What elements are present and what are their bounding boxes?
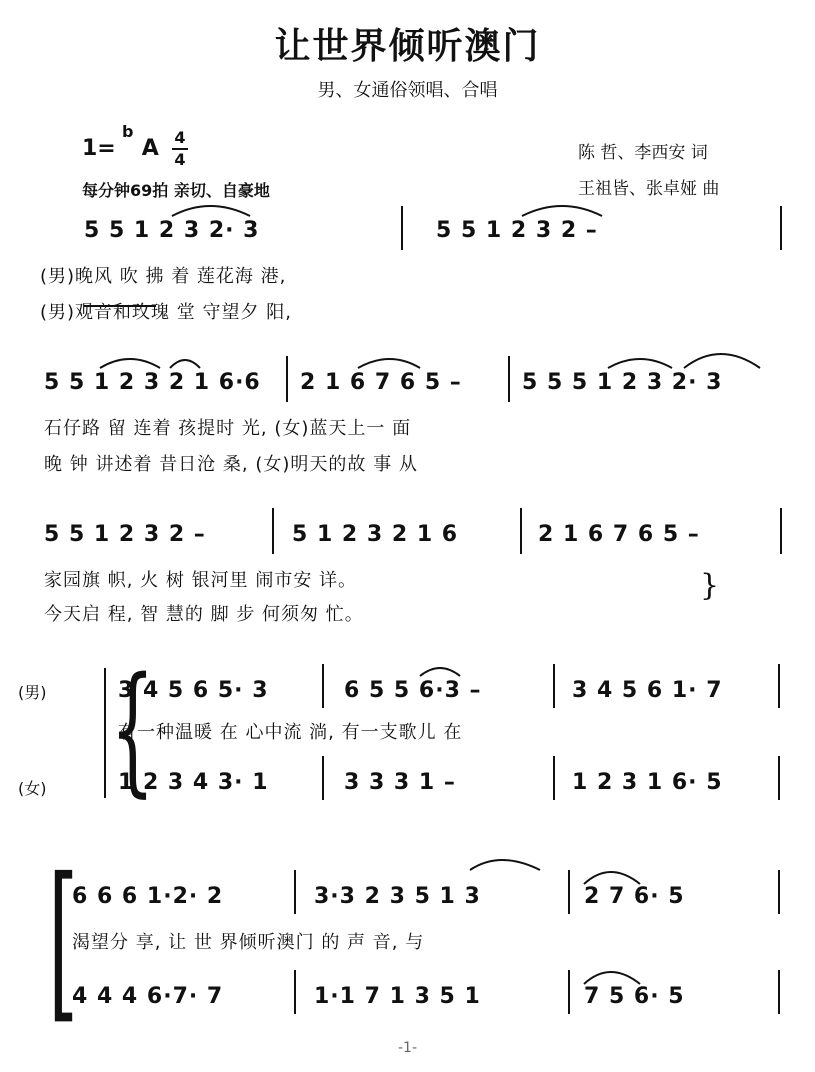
tempo-marking: 每分钟69拍 亲切、自豪地 (82, 181, 270, 200)
notes-row4-male-bar3: 3 4 5 6 1· 7 (572, 678, 723, 703)
voice-label-female: (女) (18, 779, 47, 798)
notes-row4-female-bar3: 1 2 3 1 6· 5 (572, 770, 723, 795)
notes-row4-male-bar1: 3 4 5 6 5· 3 (118, 678, 269, 703)
lyrics-row5: 渴望分 享, 让 世 界倾听澳门 的 声 音, 与 (72, 932, 425, 953)
system-brace: { (110, 648, 155, 811)
notes-row1-bar1: 5 5 1 2 3 2· 3 (84, 218, 260, 243)
lyrics-row3-verse2: 今天启 程, 智 慧的 脚 步 何须匆 忙。 (44, 604, 364, 625)
song-subtitle: 男、女通俗领唱、合唱 (317, 80, 498, 101)
notes-row5-bottom-bar3: 7 5 6· 5 (584, 984, 685, 1009)
slur (584, 872, 640, 884)
notes-row5-top-bar1: 6 6 6 1·2· 2 (72, 884, 224, 909)
notes-row4-female-bar2: 3 3 3 1 – (344, 770, 456, 795)
notes-row3-bar1: 5 5 1 2 3 2 – (44, 522, 206, 547)
notes-row4-female-bar1: 1 2 3 4 3· 1 (118, 770, 269, 795)
notes-row4-male-bar2: 6 5 5 6·3 – (344, 678, 482, 703)
slur (420, 668, 460, 676)
lyrics-row3-verse1: 家园旗 帜, 火 树 银河里 闹市安 详。 (44, 570, 358, 591)
slur (684, 354, 760, 368)
song-title: 让世界倾听澳门 (274, 26, 541, 67)
lyricist-credit: 陈 哲、李西安 词 (578, 143, 708, 163)
notes-row5-bottom-bar2: 1·1 7 1 3 5 1 (314, 984, 481, 1009)
notes-row2-bar3: 5 5 5 1 2 3 2· 3 (522, 370, 723, 395)
lyrics-row4: 有一种温暖 在 心中流 淌, 有一支歌儿 在 (118, 722, 463, 743)
notes-row5-bottom-bar1: 4 4 4 6·7· 7 (72, 984, 224, 1009)
lyrics-row2-verse1: 石仔路 留 连着 孩提时 光, (女)蓝天上一 面 (44, 418, 412, 439)
verse-brace: } (700, 568, 720, 603)
slur (100, 359, 160, 368)
lyrics-row2-verse2: 晚 钟 讲述着 昔日沧 桑, (女)明天的故 事 从 (44, 454, 418, 475)
notes-row2-bar2: 2 1 6 7 6 5 – (300, 370, 462, 395)
meter-bottom: 4 (174, 150, 186, 169)
slur (170, 360, 200, 368)
slur (358, 359, 420, 368)
notes-row3-bar2: 5 1 2 3 2 1 6 (292, 522, 459, 547)
meter-top: 4 (174, 128, 186, 147)
slur (522, 206, 602, 216)
slur (470, 860, 540, 870)
slur (584, 972, 640, 984)
page-number: -1- (397, 1040, 417, 1056)
key-signature: 1= A (82, 136, 159, 161)
notes-row2-bar1: 5 5 1 2 3 2 1 6·6 (44, 370, 261, 395)
flat-sign: b (122, 122, 134, 141)
composer-credit: 王祖皆、张卓娅 曲 (578, 179, 720, 199)
notes-row3-bar3: 2 1 6 7 6 5 – (538, 522, 700, 547)
system-brace: [ (48, 842, 79, 1040)
lyrics-row1-verse2: (男)观音和玫瑰 堂 守望夕 阳, (40, 302, 292, 323)
slur (608, 359, 672, 368)
notes-row1-bar2: 5 5 1 2 3 2 – (436, 218, 598, 243)
slur (172, 206, 250, 216)
voice-label-male: (男) (18, 683, 47, 702)
notes-row5-top-bar3: 2 7 6· 5 (584, 884, 685, 909)
notes-row5-top-bar2: 3·3 2 3 5 1 3 (314, 884, 481, 909)
lyrics-row1-verse1: (男)晚风 吹 拂 着 莲花海 港, (40, 266, 287, 287)
